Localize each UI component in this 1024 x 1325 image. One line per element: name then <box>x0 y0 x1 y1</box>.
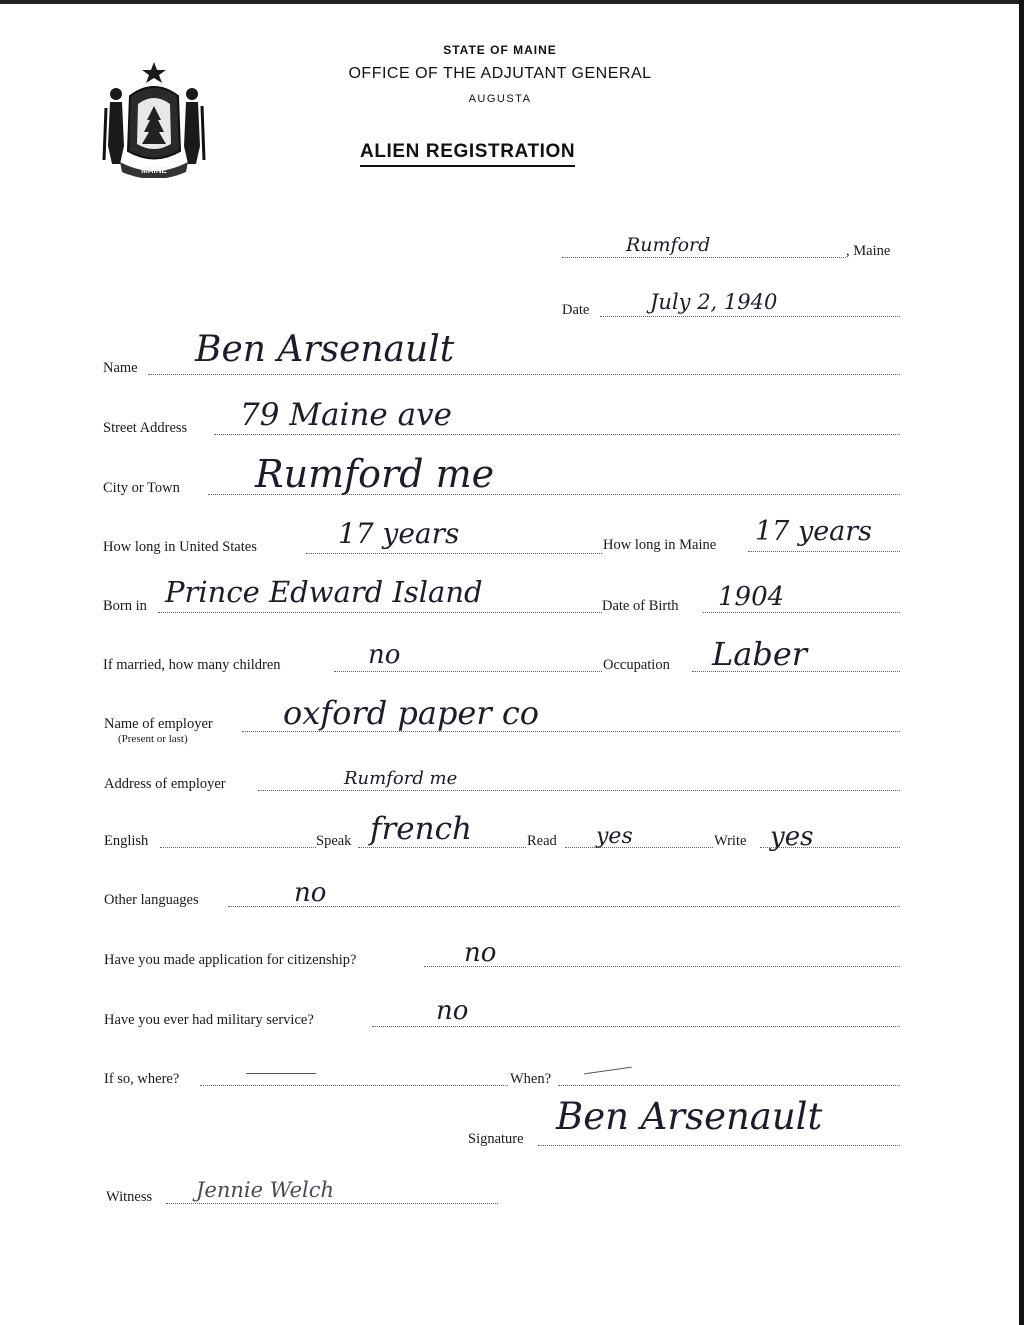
scan-border-right <box>1019 0 1024 1325</box>
birth-date-value[interactable]: 1904 <box>718 582 785 612</box>
citizenship-label: Have you made application for citizenship? <box>104 952 357 968</box>
place-suffix: , Maine <box>846 243 891 259</box>
us-duration-value[interactable]: 17 years <box>338 517 460 550</box>
birth-date-label: Date of Birth <box>602 598 679 614</box>
scan-border-top <box>0 0 1024 4</box>
other-languages-value[interactable]: no <box>294 878 327 908</box>
employer-address-line <box>258 790 900 791</box>
read-value[interactable]: yes <box>596 824 633 849</box>
maine-duration-label: How long in Maine <box>603 537 717 553</box>
place-value[interactable]: Rumford <box>626 234 711 256</box>
military-value[interactable]: no <box>436 996 469 1026</box>
form-title: ALIEN REGISTRATION <box>360 141 575 167</box>
employer-address-label: Address of employer <box>104 776 226 792</box>
speak-line <box>358 847 526 848</box>
speak-label: Speak <box>316 833 352 849</box>
born-in-line <box>158 612 602 613</box>
city-heading: AUGUSTA <box>468 93 532 105</box>
us-duration-line <box>306 553 602 554</box>
name-line <box>148 374 900 375</box>
children-value[interactable]: no <box>368 640 401 670</box>
read-line <box>565 847 713 848</box>
date-value[interactable]: July 2, 1940 <box>650 290 778 314</box>
city-value[interactable]: Rumford me <box>255 452 495 496</box>
when-blank-dash <box>584 1067 632 1075</box>
street-address-value[interactable]: 79 Maine ave <box>240 397 452 433</box>
name-label: Name <box>103 360 138 376</box>
signature-value[interactable]: Ben Arsenault <box>556 1095 823 1138</box>
read-label: Read <box>527 833 557 849</box>
military-line <box>372 1026 900 1027</box>
when-label: When? <box>510 1071 552 1087</box>
born-in-label: Born in <box>103 598 147 614</box>
other-languages-line <box>228 906 900 907</box>
occupation-value[interactable]: Laber <box>712 635 808 673</box>
witness-line <box>166 1203 498 1204</box>
maine-duration-value[interactable]: 17 years <box>755 516 873 547</box>
state-heading: STATE OF MAINE <box>443 43 557 57</box>
other-languages-label: Other languages <box>104 892 199 908</box>
state-of-maine-seal-icon <box>100 56 208 178</box>
employer-label: Name of employer <box>104 716 213 732</box>
children-label: If married, how many children <box>103 657 281 673</box>
citizenship-value[interactable]: no <box>464 938 497 968</box>
seal-banner-text: MAINE <box>141 166 167 175</box>
signature-line <box>538 1145 900 1146</box>
city-label: City or Town <box>103 480 180 496</box>
when-line <box>558 1085 900 1086</box>
name-value[interactable]: Ben Arsenault <box>195 329 455 370</box>
children-line <box>334 671 602 672</box>
english-label: English <box>104 833 149 849</box>
us-duration-label: How long in United States <box>103 539 257 555</box>
military-label: Have you ever had military service? <box>104 1012 314 1028</box>
born-in-value[interactable]: Prince Edward Island <box>165 575 483 609</box>
where-blank-dash <box>246 1073 316 1074</box>
date-line <box>600 316 900 317</box>
witness-value[interactable]: Jennie Welch <box>196 1178 335 1202</box>
where-line <box>200 1085 508 1086</box>
occupation-label: Occupation <box>603 657 670 673</box>
where-label: If so, where? <box>104 1071 180 1087</box>
employer-value[interactable]: oxford paper co <box>283 694 540 732</box>
maine-duration-line <box>748 551 900 552</box>
date-label: Date <box>562 302 590 318</box>
street-address-label: Street Address <box>103 420 188 436</box>
place-line <box>562 257 846 258</box>
write-value[interactable]: yes <box>770 822 814 852</box>
birth-date-line <box>703 612 900 613</box>
speak-value[interactable]: french <box>370 811 472 847</box>
employer-sublabel: (Present or last) <box>118 733 188 745</box>
english-line <box>160 847 316 848</box>
employer-address-value[interactable]: Rumford me <box>344 768 458 789</box>
write-label: Write <box>714 833 747 849</box>
office-heading: OFFICE OF THE ADJUTANT GENERAL <box>348 65 652 82</box>
witness-label: Witness <box>106 1189 153 1205</box>
signature-label: Signature <box>468 1131 524 1147</box>
street-address-line <box>214 434 900 435</box>
